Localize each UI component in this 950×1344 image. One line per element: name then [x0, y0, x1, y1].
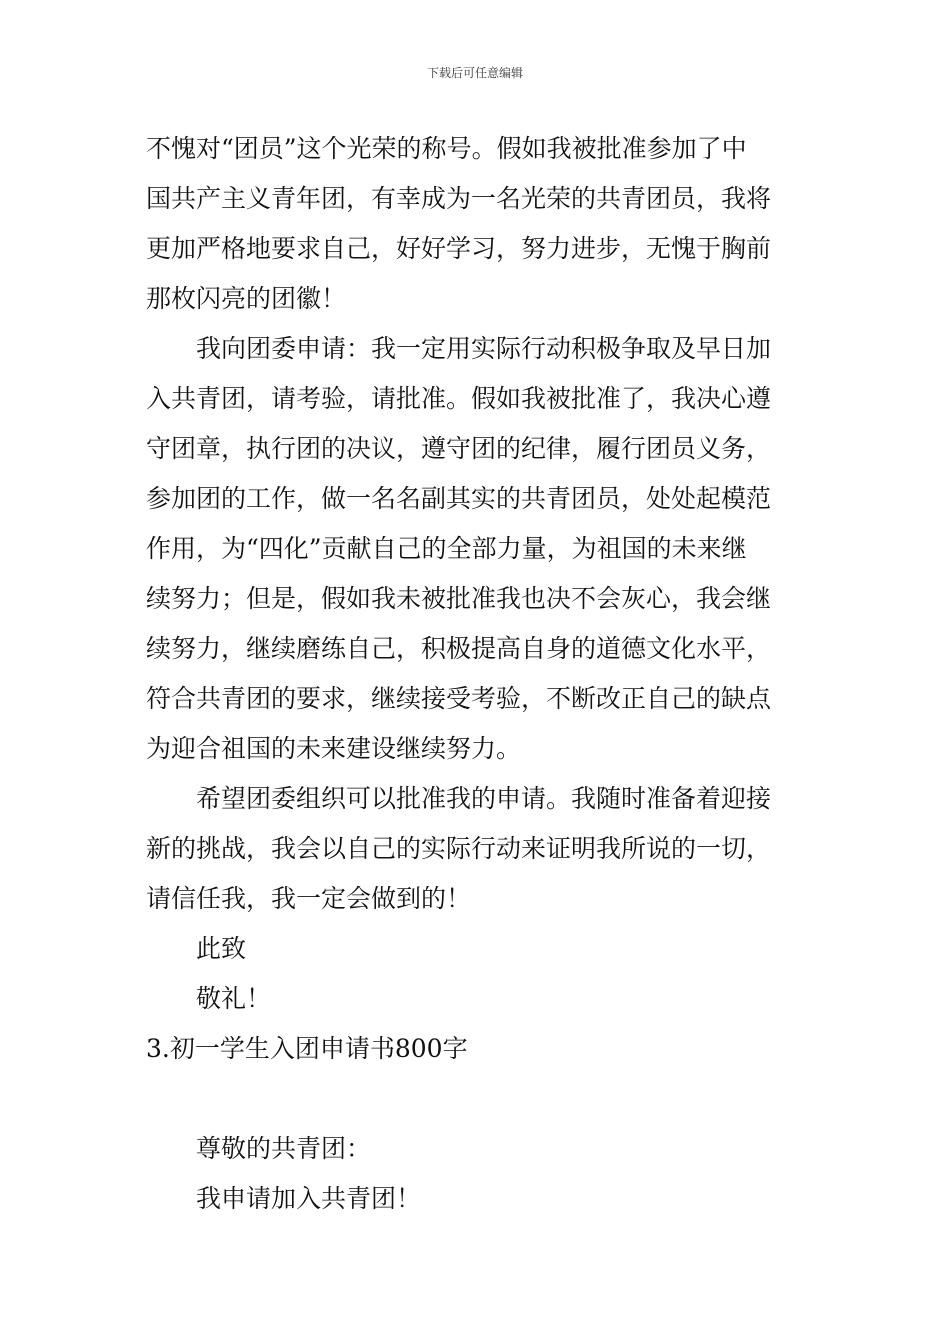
document-body	[146, 124, 806, 1224]
paragraph-line: 希望团委组织可以批准我的申请。我随时准备着迎接	[196, 784, 772, 813]
closing-salutation: 此致	[196, 934, 247, 963]
paragraph-line: 我申请加入共青团！	[196, 1184, 422, 1213]
paragraph-line: 新的挑战，我会以自己的实际行动来证明我所说的一切，	[146, 834, 772, 863]
blank-line	[146, 1074, 806, 1124]
paragraph-line: 为迎合祖国的未来建设继续努力。	[146, 734, 522, 763]
paragraph-line: 更加严格地要求自己，好好学习，努力进步，无愧于胸前	[146, 234, 772, 263]
letter-greeting: 尊敬的共青团：	[196, 1134, 372, 1163]
paragraph-line: 符合共青团的要求，继续接受考验，不断改正自己的缺点	[146, 684, 772, 713]
paragraph-line: 参加团的工作，做一名名副其实的共青团员，处处起模范	[146, 484, 772, 513]
paragraph-line: 守团章，执行团的决议，遵守团的纪律，履行团员义务，	[146, 434, 772, 463]
paragraph-line: 续努力；但是，假如我未被批准我也决不会灰心，我会继	[146, 584, 772, 613]
section-heading: 3.初一学生入团申请书800字	[146, 1034, 468, 1063]
paragraph-line: 我向团委申请：我一定用实际行动积极争取及早日加	[196, 334, 772, 363]
paragraph-line: 作用，为“四化”贡献自己的全部力量，为祖国的未来继	[146, 534, 747, 563]
closing-regards: 敬礼！	[196, 984, 272, 1013]
paragraph-line: 不愧对“团员”这个光荣的称号。假如我被批准参加了中	[146, 134, 747, 163]
paragraph-line: 入共青团，请考验，请批准。假如我被批准了，我决心遵	[146, 384, 772, 413]
paragraph-line: 那枚闪亮的团徽！	[146, 284, 347, 313]
page-header: 下载后可任意编辑	[426, 66, 523, 80]
paragraph-line: 请信任我，我一定会做到的！	[146, 884, 472, 913]
paragraph-line: 续努力，继续磨练自己，积极提高自身的道德文化水平，	[146, 634, 772, 663]
paragraph-line: 国共产主义青年团，有幸成为一名光荣的共青团员，我将	[146, 184, 772, 213]
